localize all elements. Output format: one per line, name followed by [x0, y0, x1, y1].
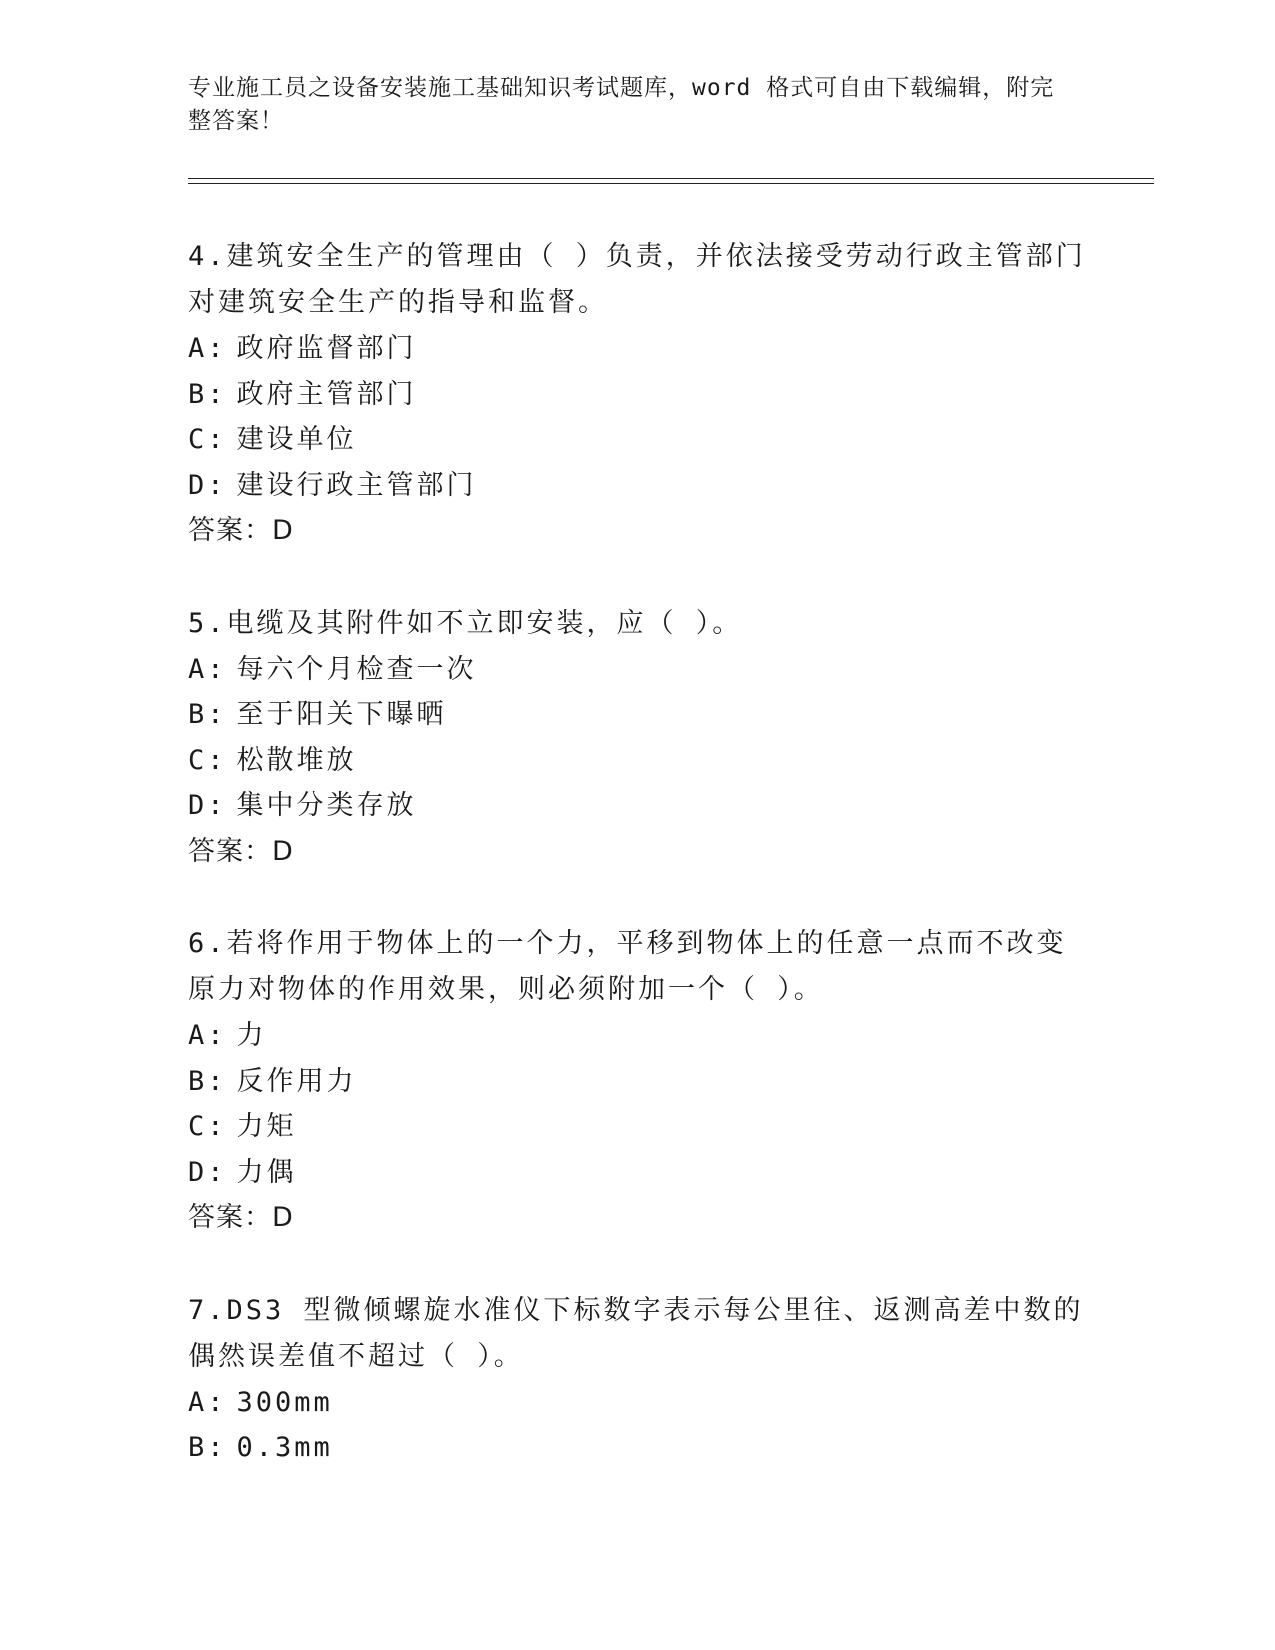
- option-c: [188, 417, 1088, 463]
- option-letter: C: [188, 744, 208, 776]
- option-letter: B: [188, 1432, 208, 1463]
- option-separator: :: [207, 1020, 227, 1051]
- option-separator: :: [207, 1111, 227, 1142]
- option-separator: :: [207, 469, 227, 501]
- option-letter: A: [188, 1020, 208, 1051]
- option-text: 力: [236, 1020, 267, 1051]
- option-separator: :: [207, 790, 227, 821]
- document-header-note: 专业施工员之设备安装施工基础知识考试题库，word 格式可自由下载编辑，附完整答案！: [188, 75, 1055, 134]
- question-item: [188, 601, 1088, 875]
- option-letter: B: [188, 699, 208, 730]
- question-stem: 4.建筑安全生产的管理由（ ）负责，并依法接受劳动行政主管部门对建筑安全生产的指导和监督。: [188, 241, 1086, 318]
- option-separator: :: [207, 1432, 227, 1463]
- option-d: [188, 463, 1088, 509]
- option-b: [188, 1425, 1088, 1471]
- option-letter: D: [188, 1156, 208, 1188]
- option-letter: C: [188, 424, 208, 455]
- option-text: 力矩: [236, 1111, 297, 1142]
- option-letter: B: [188, 378, 208, 410]
- option-separator: :: [207, 744, 227, 776]
- option-a: [188, 647, 1088, 693]
- option-a: [188, 1013, 1088, 1059]
- question-item: [188, 234, 1088, 554]
- option-letter: B: [188, 1065, 208, 1097]
- option-separator: :: [207, 699, 227, 730]
- option-letter: D: [188, 469, 208, 501]
- option-separator: :: [207, 1156, 227, 1188]
- option-text: 政府主管部门: [236, 378, 417, 410]
- option-b: [188, 692, 1088, 738]
- question-list: [188, 234, 1088, 1518]
- answer-line: 答案：D: [188, 515, 294, 546]
- question-stem: 7.DS3 型微倾螺旋水准仪下标数字表示每公里往、返测高差中数的偶然误差值不超过（ ）。: [188, 1294, 1084, 1372]
- question-item: [188, 921, 1088, 1241]
- option-letter: D: [188, 790, 208, 821]
- option-text: 300mm: [236, 1386, 333, 1418]
- option-letter: A: [188, 653, 208, 685]
- option-text: 集中分类存放: [236, 790, 417, 821]
- option-c: [188, 738, 1088, 784]
- option-b: [188, 372, 1088, 418]
- answer-line: 答案：D: [188, 835, 294, 867]
- option-text: 政府监督部门: [236, 333, 417, 364]
- option-letter: C: [188, 1111, 208, 1142]
- option-text: 力偶: [236, 1156, 297, 1188]
- option-a: [188, 1380, 1088, 1426]
- option-separator: :: [207, 1386, 227, 1418]
- option-separator: :: [207, 653, 227, 685]
- header-divider-bottom: [188, 183, 1154, 184]
- option-separator: :: [207, 1065, 227, 1097]
- option-text: 0.3mm: [236, 1432, 333, 1463]
- option-separator: :: [207, 378, 227, 410]
- option-text: 至于阳关下曝晒: [236, 699, 447, 730]
- answer-line: 答案：D: [188, 1202, 294, 1233]
- option-a: [188, 326, 1088, 372]
- option-c: [188, 1104, 1088, 1150]
- option-letter: A: [188, 333, 208, 364]
- header-divider-top: [188, 178, 1154, 179]
- option-b: [188, 1059, 1088, 1105]
- option-separator: :: [207, 333, 227, 364]
- option-text: 反作用力: [236, 1065, 357, 1097]
- option-d: [188, 1150, 1088, 1196]
- option-text: 松散堆放: [236, 744, 357, 776]
- option-d: [188, 783, 1088, 829]
- option-text: 每六个月检查一次: [236, 653, 477, 685]
- option-text: 建设单位: [236, 424, 357, 455]
- question-stem: 5.电缆及其附件如不立即安装，应（ ）。: [188, 607, 743, 639]
- option-text: 建设行政主管部门: [236, 469, 477, 501]
- option-separator: :: [207, 424, 227, 455]
- question-stem: 6.若将作用于物体上的一个力，平移到物体上的任意一点而不改变原力对物体的作用效果，则必须附加一个（ ）。: [188, 928, 1067, 1005]
- option-letter: A: [188, 1386, 208, 1418]
- question-item: [188, 1288, 1088, 1471]
